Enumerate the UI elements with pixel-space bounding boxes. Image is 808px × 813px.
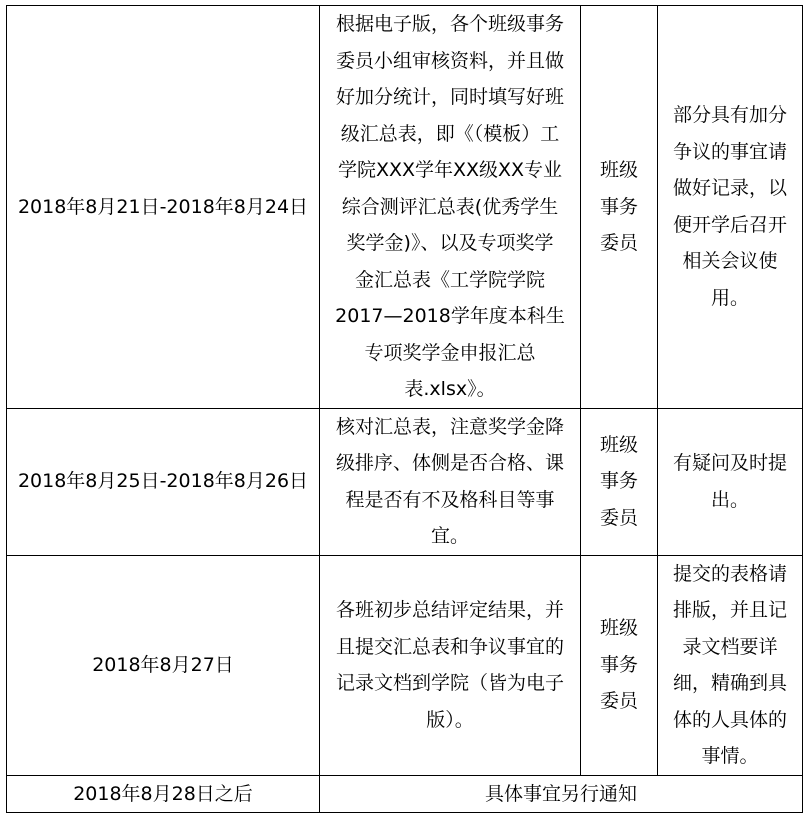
owner-line: 委员: [599, 232, 638, 254]
task-line: 金汇总表《工学院学院: [354, 268, 545, 291]
owner-line: 班级: [599, 159, 638, 181]
note-line: 用。: [710, 286, 749, 309]
table-row: [7, 775, 803, 813]
owner-line: 班级: [599, 433, 638, 456]
task-line: 级排序、体侧是否合格、课: [335, 452, 564, 474]
task-line: 版）。: [426, 708, 474, 731]
owner-cell: [581, 6, 658, 409]
note-line: 相关会议使: [682, 250, 778, 273]
note-line: 事情。: [701, 745, 759, 767]
task-cell: [320, 555, 581, 775]
owner-line: 班级: [599, 617, 638, 640]
task-line: 综合测评汇总表(优秀学生: [341, 195, 559, 218]
owner-line: 委员: [599, 690, 638, 713]
task-line: 核对汇总表，注意奖学金降: [335, 415, 564, 438]
owner-line: 事务: [599, 195, 638, 218]
note-line: 出。: [710, 488, 749, 511]
date-cell: 2018年8月28日之后: [7, 775, 320, 813]
task-line: 好加分统计，同时填写好班: [335, 86, 564, 108]
note-line: 便开学后召开: [672, 213, 787, 236]
note-line: 提交的表格请: [672, 562, 787, 585]
schedule-table: [6, 5, 803, 813]
note-line: 有疑问及时提: [672, 452, 787, 474]
task-line: 2017—2018学年度本科生: [335, 305, 565, 327]
task-line: 根据电子版，各个班级事务: [335, 13, 564, 35]
task-line: 级汇总表，即《（模板）工: [340, 122, 560, 145]
task-line: 委员小组审核资料，并且做: [335, 49, 564, 72]
owner-line: 委员: [599, 506, 638, 529]
owner-cell: [581, 555, 658, 775]
task-line: 奖学金)》、以及专项奖学: [346, 232, 554, 254]
note-line: 录文档要详: [682, 635, 778, 658]
task-line: 程是否有不及格科目等事: [345, 488, 555, 511]
task-cell: [320, 408, 581, 555]
note-cell: [658, 6, 803, 409]
table-row: [7, 6, 803, 409]
date-cell: 2018年8月21日-2018年8月24日: [7, 6, 320, 409]
task-line: 各班初步总结评定结果，并: [335, 599, 564, 621]
owner-line: 事务: [599, 653, 638, 676]
note-cell: [658, 408, 803, 555]
owner-cell: [581, 408, 658, 555]
task-line: 宜。: [430, 525, 469, 547]
task-line: 表.xlsx》。: [404, 378, 496, 400]
task-cell: [320, 6, 581, 409]
note-line: 部分具有加分: [672, 104, 787, 127]
note-line: 体的人具体的: [672, 708, 787, 731]
table-row: [7, 555, 803, 775]
note-line: 做好记录，以: [672, 177, 787, 200]
task-line: 且提交汇总表和争议事宜的: [335, 635, 564, 658]
task-line: 记录文档到学院（皆为电子: [335, 672, 564, 694]
note-line: 细，精确到具: [672, 672, 787, 694]
task-line: 学院XXX学年XX级XX专业: [337, 159, 563, 181]
task-line: 专项奖学金申报汇总: [364, 341, 536, 364]
date-cell: 2018年8月27日: [7, 555, 320, 775]
note-cell: [658, 555, 803, 775]
date-cell: 2018年8月25日-2018年8月26日: [7, 408, 320, 555]
merged-note-cell: 具体事宜另行通知: [320, 775, 803, 813]
note-line: 争议的事宜请: [672, 140, 787, 163]
table-row: [7, 408, 803, 555]
owner-line: 事务: [599, 470, 638, 493]
note-line: 排版，并且记: [672, 599, 787, 621]
